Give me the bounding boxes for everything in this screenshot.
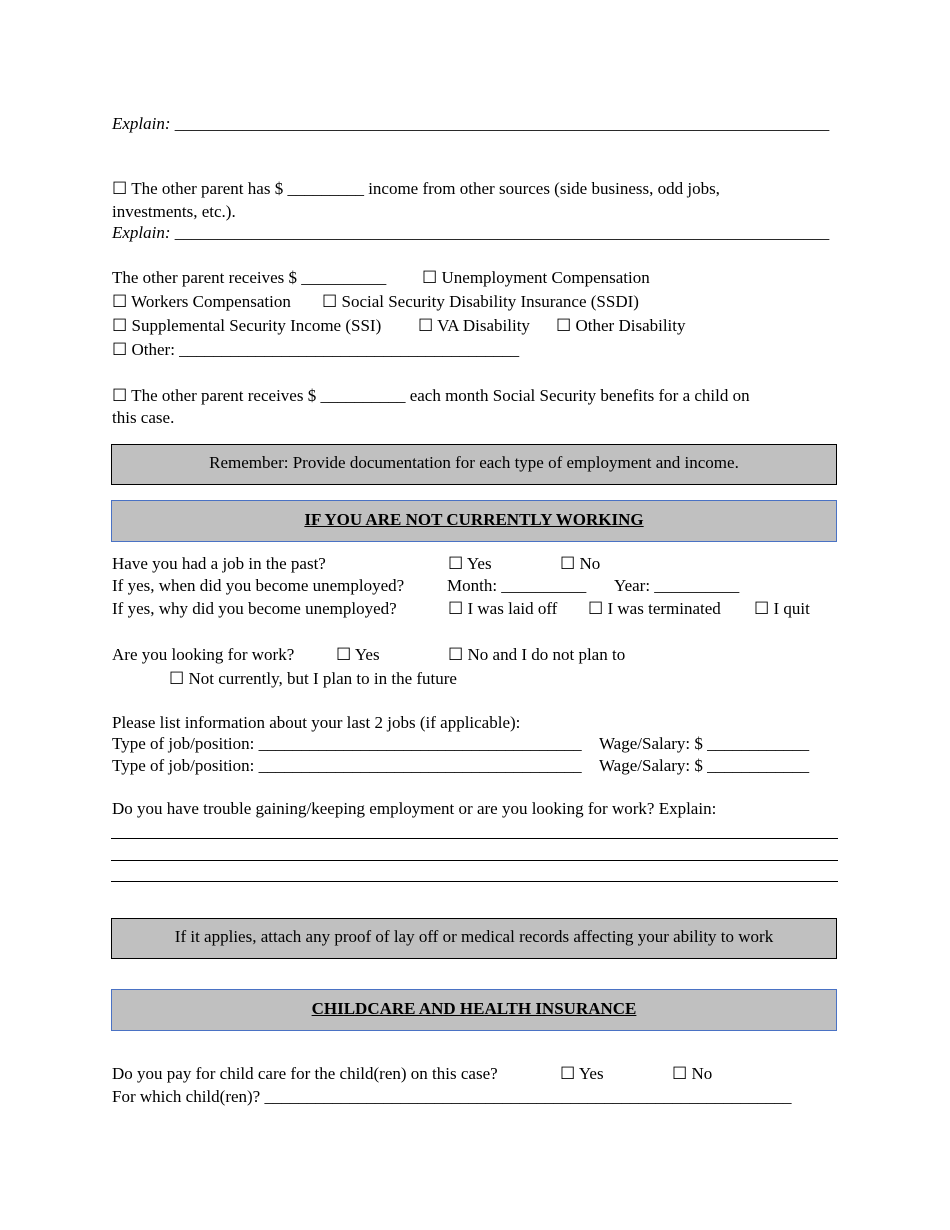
proof-text: If it applies, attach any proof of lay off or medical records affecting your ability to work (174, 927, 774, 946)
looking-no-checkbox[interactable]: ☐ No and I do not plan to (448, 645, 626, 664)
wage-field-1[interactable]: Wage/Salary: $ ____________ (599, 734, 810, 753)
quit-checkbox[interactable]: ☐ I quit (754, 599, 810, 618)
wage-field-2[interactable]: Wage/Salary: $ ____________ (599, 756, 810, 775)
job-position-field-1[interactable]: Type of job/position: ______________________________________ (112, 734, 582, 753)
ssdi-checkbox[interactable]: ☐ Social Security Disability Insurance (SSDI) (322, 292, 639, 311)
month-field[interactable]: Month: __________ (447, 576, 587, 595)
explain-line[interactable] (111, 860, 838, 861)
explain-label: Explain: (112, 114, 171, 133)
other-income-checkbox[interactable]: ☐ (112, 179, 128, 198)
explain-row-1 (112, 115, 829, 132)
section-header-not-working (111, 500, 837, 542)
section-header-childcare (111, 989, 837, 1031)
why-question: If yes, why did you become unemployed? (112, 599, 397, 618)
looking-yes-checkbox[interactable]: ☐ Yes (336, 645, 380, 664)
past-job-question: Have you had a job in the past? (112, 554, 326, 573)
section-title: IF YOU ARE NOT CURRENTLY WORKING (304, 510, 644, 529)
ss-benefits-text-2: this case. (112, 408, 175, 427)
which-children-field[interactable]: For which child(ren)? ______________________________________________________________ (112, 1087, 792, 1106)
va-disability-checkbox[interactable]: ☐ VA Disability (418, 316, 530, 335)
looking-question: Are you looking for work? (112, 645, 295, 664)
past-job-no-checkbox[interactable]: ☐ No (560, 554, 601, 573)
ss-benefits-checkbox[interactable]: ☐ The other parent receives $ __________ each month Social Security benefits for a child on (112, 386, 750, 405)
past-job-yes-checkbox[interactable]: ☐ Yes (448, 554, 492, 573)
section-title: CHILDCARE AND HEALTH INSURANCE (311, 999, 637, 1018)
reminder-text: Remember: Provide documentation for each type of employment and income. (209, 453, 739, 472)
terminated-checkbox[interactable]: ☐ I was terminated (588, 599, 721, 618)
explain-row-2 (112, 224, 829, 241)
explain-label: Explain: (112, 223, 171, 242)
trouble-question: Do you have trouble gaining/keeping employment or are you looking for work? Explain: (112, 799, 717, 818)
job-position-field-2[interactable]: Type of job/position: ______________________________________ (112, 756, 582, 775)
other-income-row (112, 180, 720, 197)
last-jobs-intro: Please list information about your last 2 jobs (if applicable): (112, 713, 521, 732)
other-benefit-field[interactable]: ☐ Other: ________________________________________ (112, 340, 520, 359)
other-disability-checkbox[interactable]: ☐ Other Disability (556, 316, 686, 335)
benefits-amount[interactable]: The other parent receives $ __________ (112, 268, 387, 287)
other-income-text: The other parent has $ _________ income from other sources (side business, odd jobs, (127, 179, 720, 198)
childcare-question: Do you pay for child care for the child(ren) on this case? (112, 1064, 498, 1083)
other-income-text-2: investments, etc.). (112, 202, 236, 221)
explain-line[interactable] (111, 881, 838, 882)
childcare-yes-checkbox[interactable]: ☐ Yes (560, 1064, 604, 1083)
ssi-checkbox[interactable]: ☐ Supplemental Security Income (SSI) (112, 316, 382, 335)
when-question: If yes, when did you become unemployed? (112, 576, 405, 595)
workers-comp-checkbox[interactable]: ☐ Workers Compensation (112, 292, 291, 311)
proof-box (111, 918, 837, 959)
reminder-box (111, 444, 837, 485)
childcare-no-checkbox[interactable]: ☐ No (672, 1064, 713, 1083)
explain-field[interactable]: _____________________________________________________________________________ (174, 114, 830, 133)
looking-future-checkbox[interactable]: ☐ Not currently, but I plan to in the future (169, 669, 457, 688)
year-field[interactable]: Year: __________ (614, 576, 740, 595)
explain-line[interactable] (111, 838, 838, 839)
laid-off-checkbox[interactable]: ☐ I was laid off (448, 599, 558, 618)
explain-field[interactable]: _____________________________________________________________________________ (174, 223, 830, 242)
unemployment-checkbox[interactable]: ☐ Unemployment Compensation (422, 268, 650, 287)
